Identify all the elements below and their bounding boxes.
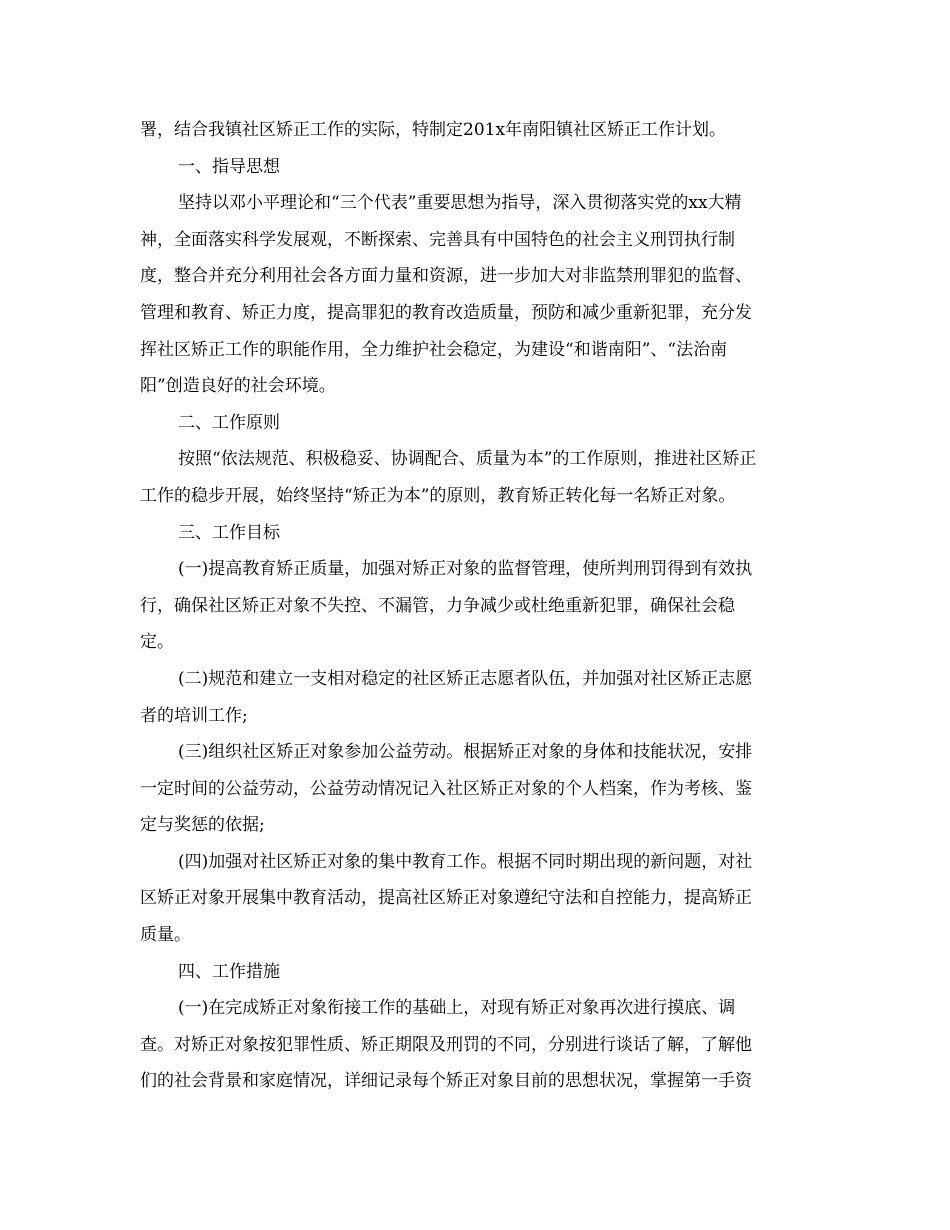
text-line: (一)在完成矫正对象衔接工作的基础上，对现有矫正对象再次进行摸底、调	[178, 998, 736, 1019]
text-line: 阳”创造良好的社会环境。	[140, 376, 336, 397]
text-line: 挥社区矫正工作的职能作用，全力维护社会稳定，为建设“和谐南阳”、“法治南	[140, 339, 728, 360]
text-line: 一定时间的公益劳动，公益劳动情况记入社区矫正对象的个人档案，作为考核、鉴	[140, 778, 752, 799]
text-line: (二)规范和建立一支相对稳定的社区矫正志愿者队伍，并加强对社区矫正志愿	[178, 668, 753, 689]
text-line: 们的社会背景和家庭情况，详细记录每个矫正对象目前的思想状况，掌握第一手资	[140, 1071, 752, 1092]
text-line: 区矫正对象开展集中教育活动，提高社区矫正对象遵纪守法和自控能力，提高矫正	[140, 888, 752, 909]
text-line: 工作的稳步开展，始终坚持“矫正为本”的原则，教育矫正转化每一名矫正对象。	[140, 485, 736, 506]
text-line: 度，整合并充分利用社会各方面力量和资源，进一步加大对非监禁刑罪犯的监督、	[140, 266, 752, 287]
text-line: 一、指导思想	[178, 156, 280, 177]
text-line: 定。	[140, 632, 174, 653]
text-line: 定与奖惩的依据;	[140, 815, 265, 836]
text-line: 坚持以邓小平理论和“三个代表”重要思想为指导，深入贯彻落实党的xx大精	[178, 193, 742, 214]
text-line: 查。对矫正对象按犯罪性质、矫正期限及刑罚的不同，分别进行谈话了解，了解他	[140, 1034, 752, 1055]
text-line: 三、工作目标	[178, 522, 280, 543]
text-line: (四)加强对社区矫正对象的集中教育工作。根据不同时期出现的新问题，对社	[178, 851, 753, 872]
text-line: 神，全面落实科学发展观，不断探索、完善具有中国特色的社会主义刑罚执行制	[140, 229, 735, 250]
text-line: (三)组织社区矫正对象参加公益劳动。根据矫正对象的身体和技能状况，安排	[178, 742, 753, 763]
document-body	[140, 112, 812, 1100]
text-line: (一)提高教育矫正质量，加强对矫正对象的监督管理，使所判刑罚得到有效执	[178, 559, 753, 580]
text-line: 管理和教育、矫正力度，提高罪犯的教育改造质量，预防和减少重新犯罪，充分发	[140, 302, 752, 323]
text-line: 质量。	[140, 925, 191, 946]
text-line: 署，结合我镇社区矫正工作的实际，特制定201x年南阳镇社区矫正工作计划。	[140, 120, 727, 140]
text-line: 二、工作原则	[178, 412, 280, 433]
text-line: 按照“依法规范、积极稳妥、协调配合、质量为本”的工作原则，推进社区矫正	[178, 449, 757, 470]
text-line: 四、工作措施	[178, 961, 280, 982]
text-line: 行，确保社区矫正对象不失控、不漏管，力争减少或杜绝重新犯罪，确保社会稳	[140, 595, 735, 616]
text-line: 者的培训工作;	[140, 705, 248, 726]
